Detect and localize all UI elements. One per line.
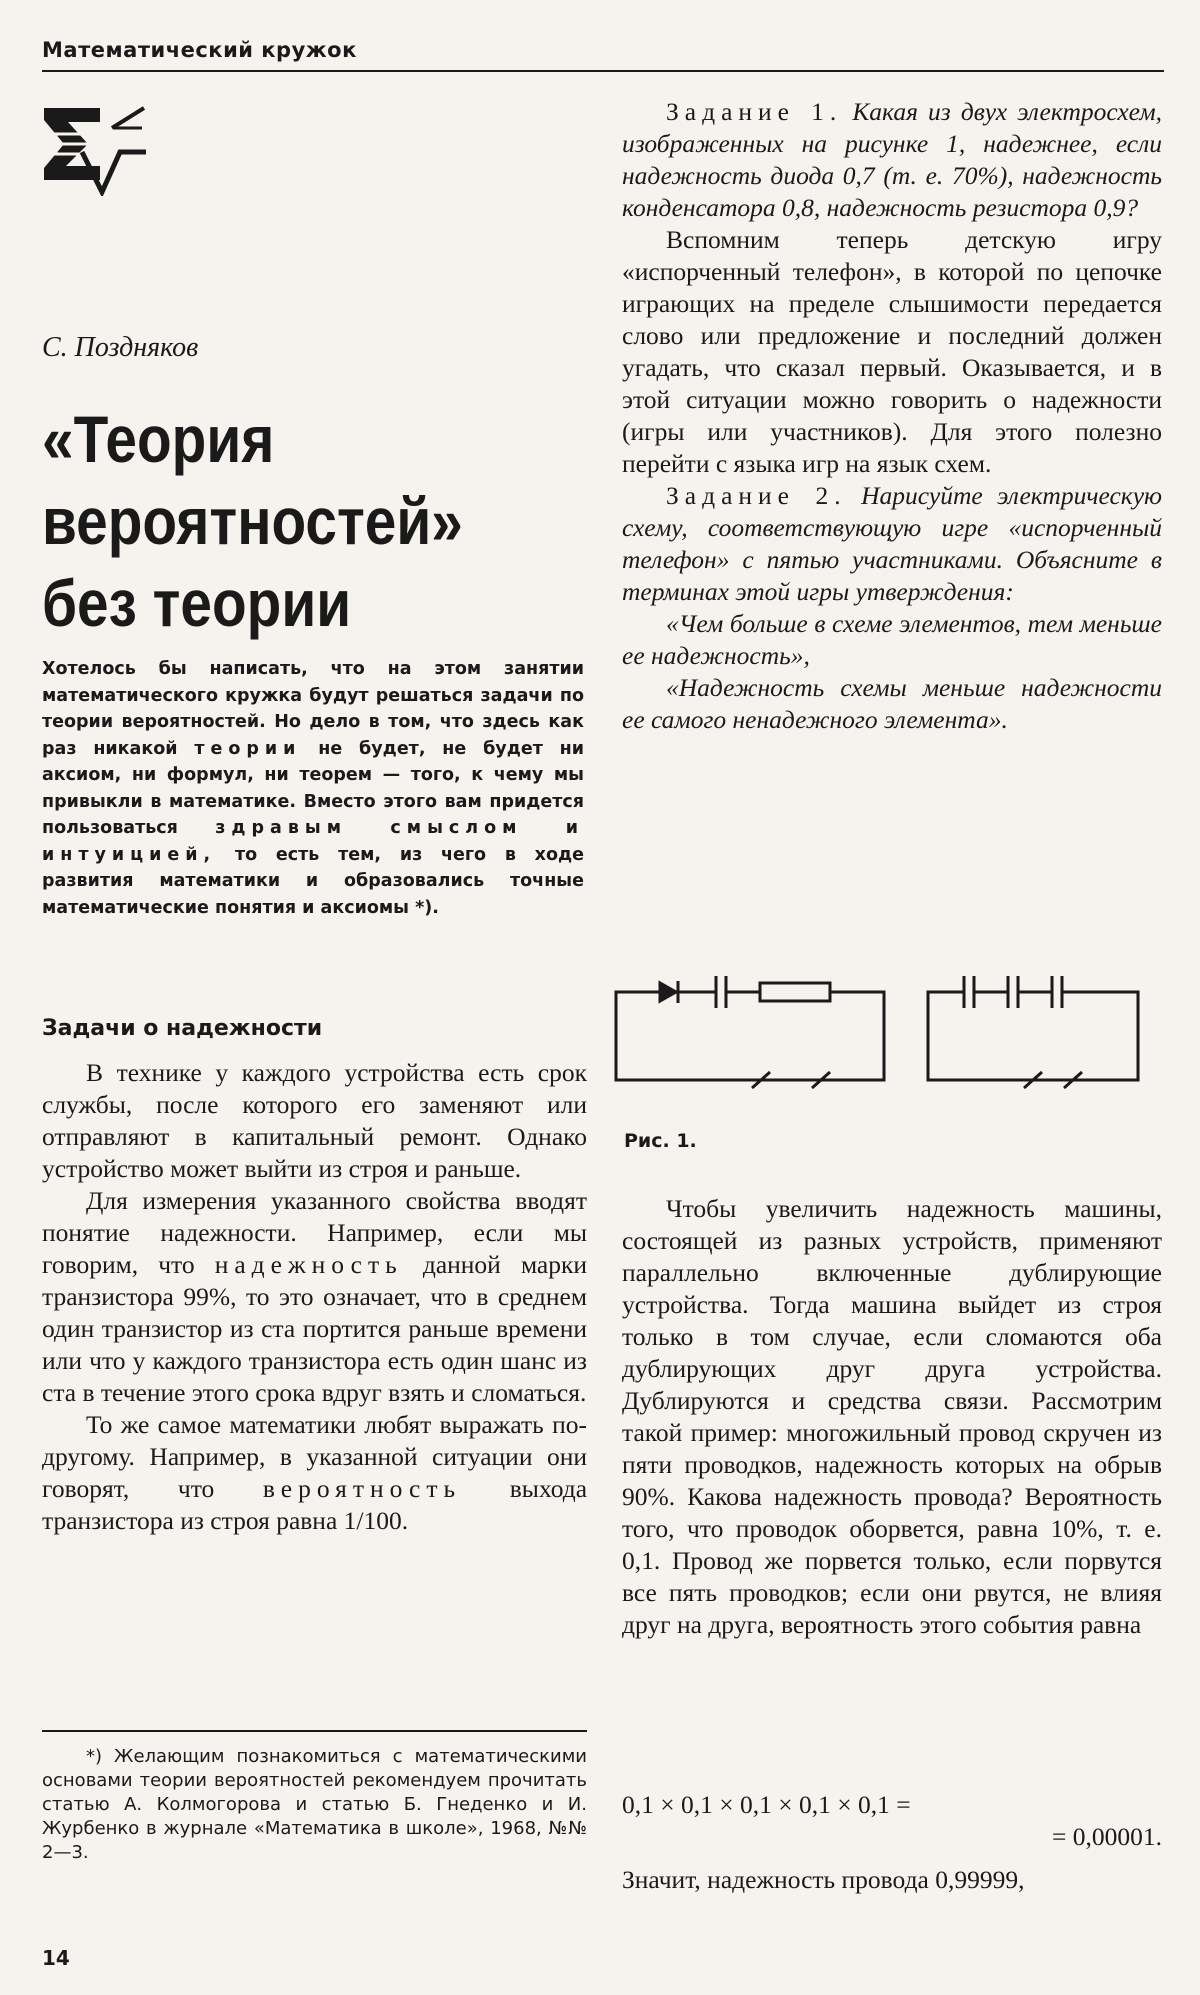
- author-name: С. Поздняков: [42, 332, 199, 363]
- circuit-diagram-right: [928, 976, 1138, 1088]
- paragraph-text: То же самое математики любят выражать по-другому. Например, в указанной ситуации они говорят, что: [42, 1410, 587, 1503]
- quote: «Надежность схемы меньше надежности ее самого ненадежного элемента».: [622, 673, 1162, 734]
- paragraph-text: данной марки транзистора 99%, то это означает, что в среднем один транзистор из ста портится раньше времени или что у каждого транзистора есть один шанс из ста в течение этого срока вдруг взять и сломаться.: [42, 1250, 588, 1407]
- conclusion-line: Значит, надежность провода 0,99999,: [622, 1865, 1025, 1894]
- footnote-text: *) Желающим познакомиться с математическими основами теории вероятностей рекомендуем прочитать статью А. Колмогорова и статью Б. Гнеденко и И. Журбенко в журнале «Математика в школе», 1968, №№ 2—3.: [42, 1746, 587, 1863]
- section-header: [42, 38, 1164, 72]
- paragraph: Чтобы увеличить надежность машины, состоящей из разных устройств, применяют параллельно включенные дублирующие устройства. Тогда машина выйдет из строя только в том случае, если сломаются оба дублирующих друг друга устройства. Дублируются и средства связи. Рассмотрим такой пример: многожильный провод скручен из пяти проводков, надежность которых на обрыв 90%. Какова надежность провода? Вероятность того, что проводок оборвется, равна 10%, т. е. 0,1. Провод же порвется только, если порвутся все пять проводков; если они рвутся, не влияя друг на друга, вероятность этого события равна: [622, 1194, 1162, 1639]
- section-heading: Задачи о надежности: [42, 1016, 323, 1041]
- lead-emphasis: здравым смыслом и интуицией,: [42, 818, 584, 865]
- title-line: вероятностей»: [42, 484, 463, 558]
- formula: [622, 1789, 1162, 1853]
- term-emphasis: надежность: [214, 1250, 403, 1279]
- paragraph: [42, 1185, 587, 1409]
- footnote-divider: [42, 1730, 587, 1732]
- footnote: [42, 1745, 587, 1865]
- lead-text: то есть тем, из чего в ходе развития математики и образовались точные математические понятия и аксиомы *).: [42, 844, 584, 918]
- quote: «Чем больше в схеме элементов, тем меньше ее надежность»,: [622, 609, 1162, 670]
- lead-paragraph: [42, 656, 584, 921]
- left-column: [42, 1057, 587, 1537]
- figure-caption: Рис. 1.: [624, 1130, 697, 1152]
- article-title: [42, 398, 524, 644]
- title-line: «Теория: [42, 402, 275, 476]
- task-label: Задание 1.: [666, 97, 843, 126]
- lead-text: Хотелось бы написать, что на этом занятии математического кружка будут решаться задачи по теории вероятностей. Но дело в том, что здесь как раз никакой: [42, 659, 584, 759]
- lead-text: не будет, не будет ни аксиом, ни формул, ни теорем — того, к чему мы привыкли в математике. Вместо этого вам придется пользоваться: [42, 738, 585, 838]
- right-column-bottom: [622, 1193, 1162, 1641]
- formula-line: 0,1 × 0,1 × 0,1 × 0,1 × 0,1 =: [622, 1790, 911, 1819]
- task-1: [622, 96, 1162, 224]
- lead-emphasis: теории: [194, 738, 302, 759]
- circuit-figure: [612, 968, 1172, 1128]
- sigma-logo-icon: [42, 104, 146, 196]
- term-emphasis: вероятность: [262, 1474, 462, 1503]
- right-column-top: [622, 96, 1162, 736]
- task-2: [622, 480, 1162, 608]
- formula-result: = 0,00001.: [1051, 1822, 1162, 1851]
- paragraph-text: выхода транзистора из строя равна 1/100.: [42, 1474, 588, 1535]
- paragraph: В технике у каждого устройства есть срок службы, после которого его заменяют или отправляют в капитальный ремонт. Однако устройство может выйти из строя и раньше.: [42, 1058, 587, 1183]
- title-line: без теории: [42, 566, 352, 640]
- page-number: 14: [42, 1946, 70, 1970]
- task-label: Задание 2.: [666, 481, 847, 510]
- section-title: Математический кружок: [42, 38, 357, 62]
- paragraph: [42, 1409, 587, 1537]
- circuit-diagram-left: [616, 976, 884, 1088]
- task-text: Какая из двух электросхем, изображенных на рисунке 1, надежнее, если надежность диода 0,7 (т. е. 70%), надежность конденсатора 0,8, надежность резистора 0,9?: [622, 97, 1163, 222]
- paragraph-text: Для измерения указанного свойства вводят понятие надежности. Например, если мы говорим, что: [42, 1186, 587, 1279]
- paragraph: Вспомним теперь детскую игру «испорченный телефон», в которой по цепочке играющих на пределе слышимости передается слово или предложение и последний должен угадать, что сказал первый. Оказывается, и в этой ситуации можно говорить о надежности (игры или участников). Для этого полезно перейти с языка игр на язык схем.: [622, 225, 1162, 478]
- task-text: Нарисуйте электрическую схему, соответствующую игре «испорченный телефон» с пятью участниками. Объясните в терминах этой игры утверждения:: [622, 481, 1163, 606]
